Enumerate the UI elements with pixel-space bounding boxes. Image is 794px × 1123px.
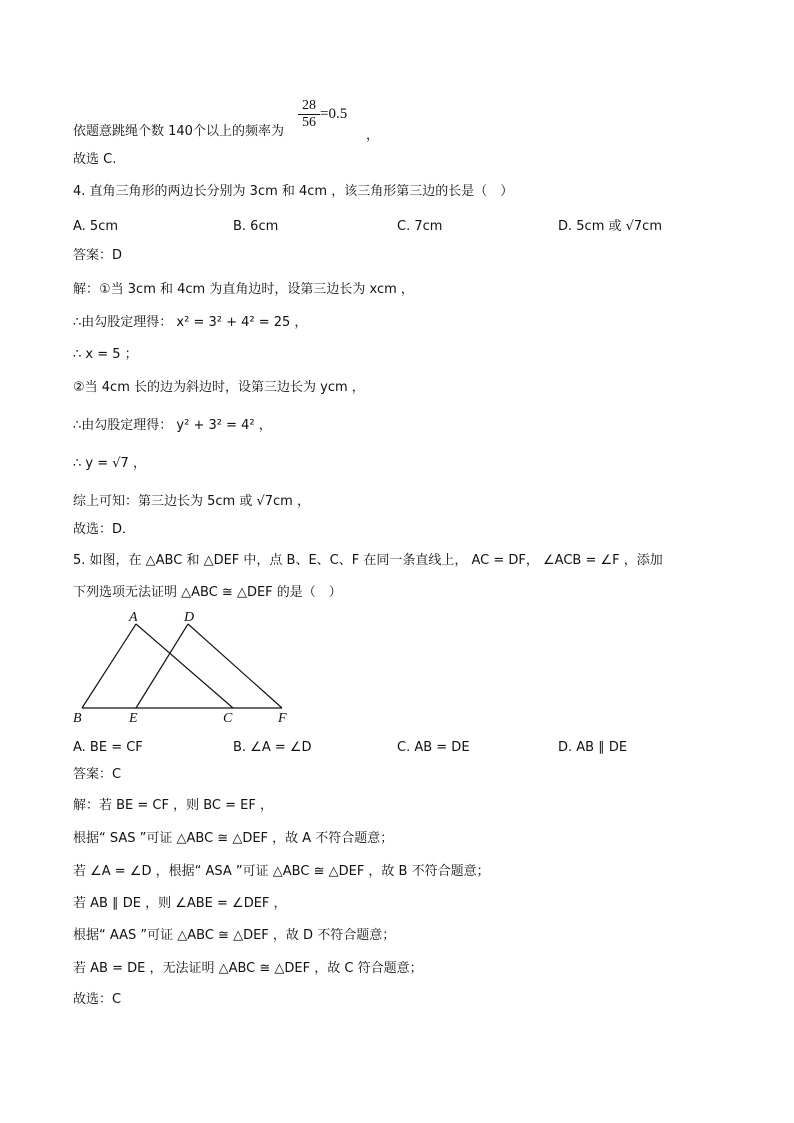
- q5-solution-line: 若 AB ∥ DE ，则 ∠ABE = ∠DEF ，: [73, 896, 287, 911]
- q5-option-a: A. BE = CF: [73, 740, 143, 755]
- q4-option-a: A. 5cm: [73, 219, 119, 234]
- q4-solution-line: ∴ y = √7 ，: [73, 456, 146, 471]
- punctuation: ，: [366, 128, 380, 143]
- q5-option-c: C. AB = DE: [397, 740, 470, 755]
- fraction-result: =0.5: [320, 106, 348, 122]
- q5-solution-line: 根据“ SAS ”可证 △ABC ≅ △DEF ，故 A 不符合题意；: [73, 831, 394, 846]
- q5-option-b: B. ∠A = ∠D: [233, 740, 312, 755]
- q4-solution-line: 解：①当 3cm 和 4cm 为直角边时，设第三边长为 xcm ，: [73, 282, 414, 297]
- point-label-c: C: [223, 711, 233, 726]
- q4-solution-line: 故选：D．: [73, 522, 136, 537]
- q4-option-c: C. 7cm: [397, 219, 443, 234]
- q5-solution-line: 故选：C: [73, 992, 122, 1007]
- q4-solution-line: ∴ x = 5 ；: [73, 347, 138, 362]
- q5-solution-line: 根据“ AAS ”可证 △ABC ≅ △DEF ，故 D 不符合题意；: [73, 928, 396, 943]
- q5-solution-line: 若 ∠A = ∠D ，根据“ ASA ”可证 △ABC ≅ △DEF ，故 B 不符合题意；: [73, 864, 490, 879]
- q4-option-d: D. 5cm 或 √7cm: [558, 219, 662, 234]
- question-4-stem: 4. 直角三角形的两边长分别为 3cm 和 4cm ，该三角形第三边的长是（ ）: [73, 184, 514, 199]
- text-line: 依题意跳绳个数 140个以上的频率为: [73, 124, 284, 139]
- point-label-e: E: [129, 711, 138, 726]
- segment-df: [188, 624, 282, 708]
- q5-solution-line: 若 AB = DE ，无法证明 △ABC ≅ △DEF ，故 C 符合题意；: [73, 961, 423, 976]
- fraction: [298, 98, 320, 131]
- question-5-stem: 5. 如图，在 △ABC 和 △DEF 中，点 B、E、C、F 在同一条直线上， AC = DF， ∠ACB = ∠F ，添加: [73, 553, 663, 568]
- point-label-b: B: [73, 711, 82, 726]
- q4-solution-line: ②当 4cm 长的边为斜边时，设第三边长为 ycm ，: [73, 380, 365, 395]
- segment-ed: [136, 624, 188, 708]
- q4-solution-line: ∴由勾股定理得： x² = 3² + 4² = 25 ，: [73, 315, 308, 330]
- question-5-stem: 下列选项无法证明 △ABC ≅ △DEF 的是（ ）: [73, 585, 342, 600]
- q5-answer: 答案：C: [73, 767, 122, 782]
- point-label-a: A: [129, 610, 138, 625]
- segment-ab: [82, 624, 136, 708]
- segment-ac: [136, 624, 233, 708]
- q4-solution-line: ∴由勾股定理得： y² + 3² = 4² ，: [73, 418, 272, 433]
- point-label-d: D: [184, 610, 195, 625]
- q4-solution-line: 综上可知：第三边长为 5cm 或 √7cm ，: [73, 494, 310, 509]
- q5-option-d: D. AB ∥ DE: [558, 740, 628, 755]
- fraction-denominator: 56: [302, 115, 316, 130]
- fraction-numerator: 28: [302, 98, 316, 113]
- text-line: 故选 C.: [73, 152, 117, 167]
- q4-answer: 答案：D: [73, 248, 123, 263]
- q4-option-b: B. 6cm: [233, 219, 279, 234]
- triangles-figure: [68, 608, 308, 726]
- point-label-f: F: [278, 711, 287, 726]
- q5-solution-line: 解：若 BE = CF ，则 BC = EF ，: [73, 798, 273, 813]
